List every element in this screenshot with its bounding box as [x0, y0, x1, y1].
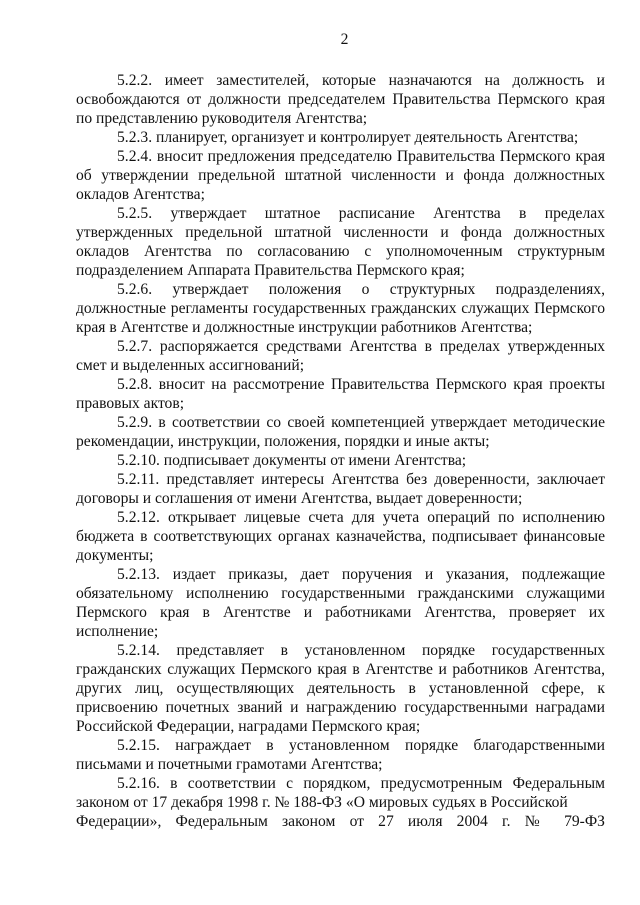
- clause-paragraph: [76, 280, 605, 337]
- page-number: 2: [340, 31, 349, 48]
- clause-number: 5.2.9.: [117, 414, 153, 431]
- clause-text: награждает в установленном порядке благодарственными письмами и почетными грамотами Агентства;: [76, 737, 606, 773]
- document-body: [76, 71, 605, 831]
- clause-text: вносит на рассмотрение Правительства Пермского края проекты правовых актов;: [76, 376, 605, 412]
- clause-text: в соответствии с порядком, предусмотренным Федеральным законом от 17 декабря 1998 г. № 188-ФЗ «О мировых судьях в Российской: [76, 775, 605, 811]
- clause-paragraph: [76, 736, 605, 774]
- clause-text: подписывает документы от имени Агентства;: [163, 452, 467, 469]
- clause-number: 5.2.10.: [117, 452, 160, 469]
- clause-paragraph: [76, 375, 605, 413]
- clause-paragraph: [76, 508, 605, 565]
- clause-paragraph: [76, 641, 605, 736]
- clause-number: 5.2.7.: [117, 338, 153, 355]
- clause-number: 5.2.11.: [117, 471, 160, 488]
- clause-text: утверждает положения о структурных подразделениях, должностные регламенты государственных гражданских служащих Пермского края в Агентстве и должностные инструкции работников Агентства;: [76, 281, 605, 336]
- clause-paragraph: [76, 204, 605, 280]
- clause-text: вносит предложения председателю Правительства Пермского края об утверждении предельной штатной численности и фонда должностных окладов Агентства;: [76, 148, 605, 203]
- clause-number: 5.2.13.: [117, 566, 160, 583]
- clause-paragraph: [76, 128, 605, 147]
- clause-text: открывает лицевые счета для учета операций по исполнению бюджета в соответствующих органах казначейства, подписывает финансовые документы;: [76, 509, 605, 564]
- clause-number: 5.2.15.: [117, 737, 160, 754]
- clause-paragraph: [76, 774, 605, 831]
- clause-paragraph: [76, 337, 605, 375]
- clause-paragraph: [76, 413, 605, 451]
- clause-number: 5.2.5.: [117, 205, 153, 222]
- clause-text: издает приказы, дает поручения и указания, подлежащие обязательному исполнению государственными гражданскими служащими Пермского края в Агентстве и работниками Агентства, проверяет их исполнение;: [76, 566, 606, 640]
- clause-number: 5.2.12.: [117, 509, 160, 526]
- clause-paragraph: [76, 470, 605, 508]
- clause-number: 5.2.3.: [117, 129, 153, 146]
- clause-text: имеет заместителей, которые назначаются на должность и освобождаются от должности председателем Правительства Пермского края по представлению руководителя Агентства;: [76, 72, 605, 127]
- clause-text: распоряжается средствами Агентства в пределах утвержденных смет и выделенных ассигнований;: [76, 338, 605, 374]
- clause-paragraph: [76, 451, 605, 470]
- clause-text: представляет в установленном порядке государственных гражданских служащих Пермского края в Агентстве и работников Агентства, других лиц, осуществляющих деятельность в установленной сфере, к присвоению почетных званий и награждению государственными наградами Российской Федерации, наградами Пермского края;: [76, 642, 605, 735]
- clause-number: 5.2.4.: [117, 148, 153, 165]
- clause-text: утверждает штатное расписание Агентства в пределах утвержденных предельной штатной численности и фонда должностных окладов Агентства по согласованию с уполномоченным структурным подразделением Аппарата Правительства Пермского края;: [76, 205, 605, 279]
- clause-number: 5.2.6.: [117, 281, 153, 298]
- clause-number: 5.2.14.: [117, 642, 160, 659]
- clause-paragraph: [76, 565, 605, 641]
- clause-number: 5.2.2.: [117, 72, 153, 89]
- clause-text-continued: Федерации», Федеральным законом от 27 июля 2004 г. № 79-ФЗ: [76, 813, 605, 830]
- clause-paragraph: [76, 71, 605, 128]
- clause-number: 5.2.8.: [117, 376, 153, 393]
- clause-text: в соответствии со своей компетенцией утверждает методические рекомендации, инструкции, положения, порядки и иные акты;: [76, 414, 605, 450]
- clause-number: 5.2.16.: [117, 775, 160, 792]
- clause-text: представляет интересы Агентства без доверенности, заключает договоры и соглашения от имени Агентства, выдает доверенности;: [76, 471, 606, 507]
- clause-text: планирует, организует и контролирует деятельность Агентства;: [156, 129, 579, 146]
- clause-paragraph: [76, 147, 605, 204]
